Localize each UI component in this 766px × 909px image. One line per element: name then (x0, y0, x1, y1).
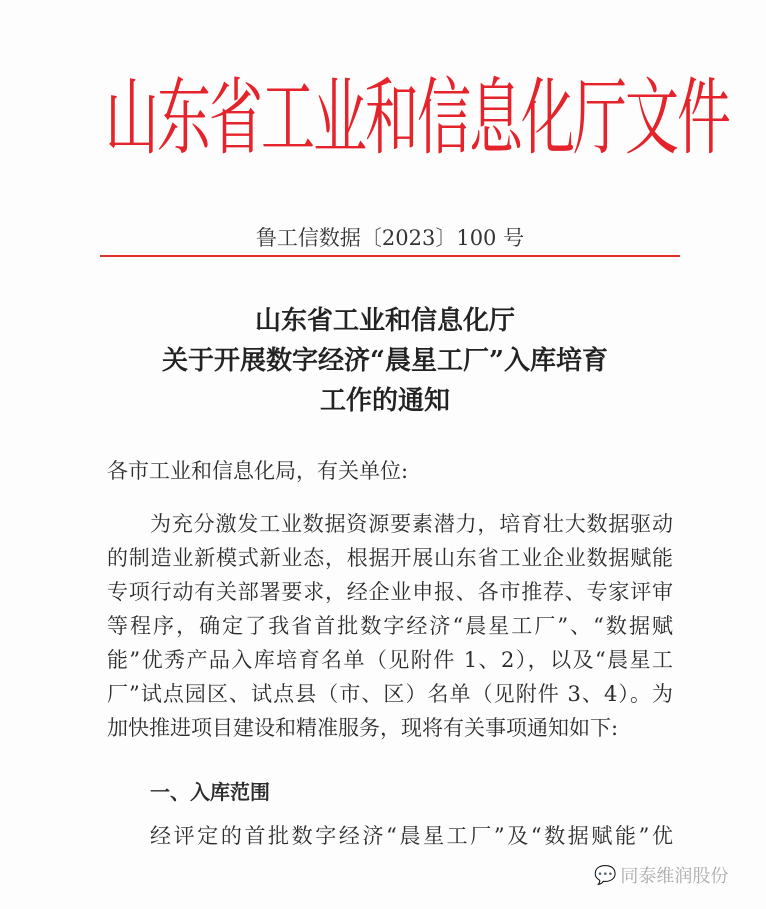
body-line: 经评定的首批数字经济“晨星工厂”及“数据赋能”优 (150, 824, 673, 848)
body-line: 厂”试点园区、试点县（市、区）名单（见附件 3、4）。为 (107, 682, 673, 706)
red-divider (100, 255, 680, 257)
body-line: 加快推进项目建设和精准服务，现将有关事项通知如下: (107, 716, 619, 740)
body-line: 为充分激发工业数据资源要素潜力，培育壮大数据驱动 (150, 512, 673, 536)
document-number: 鲁工信数据〔2023〕100 号 (255, 226, 525, 250)
watermark-text: 同泰维润股份 (620, 866, 729, 887)
notice-title-line-1: 山东省工业和信息化厅 (254, 306, 515, 336)
salutation: 各市工业和信息化局，有关单位: (107, 459, 409, 483)
section-heading: 一、入库范围 (150, 780, 270, 804)
notice-title-line-3: 工作的通知 (319, 386, 450, 416)
notice-title-line-2: 关于开展数字经济“晨星工厂”入库培育 (162, 346, 608, 376)
body-line: 专项行动有关部署要求，经企业申报、各市推荐、专家评审 (107, 580, 673, 604)
masthead-title: 山东省工业和信息化厅文件 (105, 69, 729, 167)
wechat-icon: 💬 (594, 864, 617, 886)
watermark (594, 862, 728, 888)
body-line: 等程序，确定了我省首批数字经济“晨星工厂”、“数据赋 (107, 614, 673, 638)
body-line: 能”优秀产品入库培育名单（见附件 1、2），以及“晨星工 (107, 648, 673, 672)
body-line: 的制造业新模式新业态，根据开展山东省工业企业数据赋能 (107, 546, 673, 570)
